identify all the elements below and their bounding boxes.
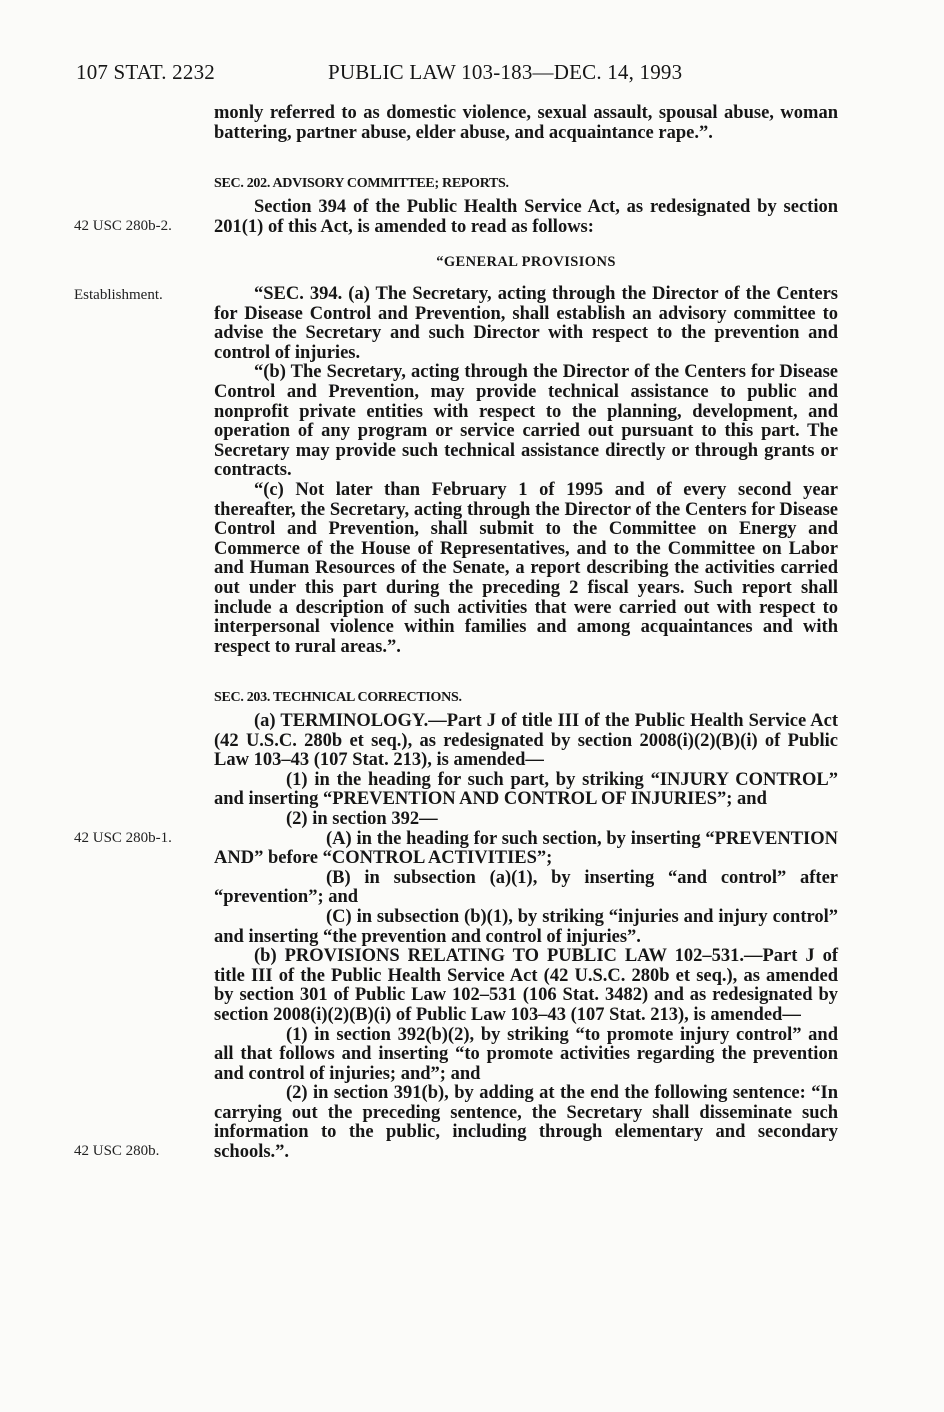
section-394-b: “(b) The Secretary, acting through the Director of the Centers for Disease Control and Prevention, may provide technical assistance to public and nonprofit private entities with respect to the planning, development, and operation of any program or service carried out pursuant to this part. The Secretary may provide such technical assistance directly or through grants or contracts. bbox=[214, 362, 838, 481]
subsection-b-1: (1) in section 392(b)(2), by striking “to promote injury control” and all that follows and inserting “to promote activities regarding the prevention and control of injuries; and”; and bbox=[214, 1024, 838, 1084]
margin-note-establishment: Establishment. bbox=[74, 287, 163, 303]
margin-note-usc-280b-2: 42 USC 280b-2. bbox=[74, 218, 172, 234]
statute-page-ref: 107 STAT. 2232 bbox=[76, 60, 215, 84]
section-394-a: “SEC. 394. (a) The Secretary, acting through the Director of the Centers for Disease Control and Prevention, shall establish an advisory committee to advise the Secretary and such Director with respect to the prevention and control of injuries. bbox=[214, 284, 838, 363]
section-394-body bbox=[214, 285, 838, 657]
subsection-a-2: (2) in section 392— bbox=[286, 808, 438, 829]
section-394-c: “(c) Not later than February 1 of 1995 and of every second year thereafter, the Secretary, acting through the Director of the Centers for Disease Control and Prevention, shall submit to the Committee on Energy and Commerce of the House of Representatives, and to the Committee on Labor and Human Resources of the Senate, a report describing the activities carried out under this part during the preceding 2 fiscal years. Such report shall include a description of such activities that were carried out with respect to interpersonal violence within families and among acquaintances and with respect to rural areas.”. bbox=[214, 479, 838, 657]
section-202-text: Section 394 of the Public Health Service Act, as redesignated by section 201(1) of this Act, is amended to read as follows: bbox=[214, 197, 838, 237]
subsection-a-2-A: (A) in the heading for such section, by inserting “PREVENTION AND” before “CONTROL ACTIVITIES”; bbox=[214, 828, 838, 869]
subsection-b: (b) PROVISIONS RELATING TO PUBLIC LAW 102–531.—Part J of title III of the Public Health Service Act (42 U.S.C. 280b et seq.), as amended by section 301 of Public Law 102–531 (106 Stat. 3482) and as redesignated by section 2008(i)(2)(B)(i) of Public Law 103–43 (107 Stat. 213), is amended— bbox=[214, 946, 838, 1025]
subsection-a-1: (1) in the heading for such part, by striking “INJURY CONTROL” and inserting “PREVENTION AND CONTROL OF INJURIES”; and bbox=[214, 769, 838, 810]
general-provisions-heading: “GENERAL PROVISIONS bbox=[436, 254, 616, 270]
margin-note-usc-280b-1: 42 USC 280b-1. bbox=[74, 830, 172, 846]
margin-note-usc-280b: 42 USC 280b. bbox=[74, 1143, 160, 1159]
subsection-a: (a) TERMINOLOGY.—Part J of title III of the Public Health Service Act (42 U.S.C. 280b et seq.), as redesignated by section 2008(i)(2)(B)(i) of Public Law 103–43 (107 Stat. 213), is amended— bbox=[214, 711, 838, 771]
section-203-body bbox=[214, 712, 838, 1163]
section-203-heading: SEC. 203. TECHNICAL CORRECTIONS. bbox=[214, 690, 462, 705]
public-law-title: PUBLIC LAW 103-183—DEC. 14, 1993 bbox=[328, 60, 683, 84]
subsection-a-2-B: (B) in subsection (a)(1), by inserting “and control” after “prevention”; and bbox=[214, 867, 838, 908]
subsection-b-2: (2) in section 391(b), by adding at the end the following sentence: “In carrying out the preceding sentence, the Secretary shall disseminate such information to the public, including through elementary and secondary schools.”. bbox=[214, 1083, 838, 1163]
section-202-heading: SEC. 202. ADVISORY COMMITTEE; REPORTS. bbox=[214, 176, 509, 191]
paragraph-intro: monly referred to as domestic violence, sexual assault, spousal abuse, woman battering, partner abuse, elder abuse, and acquaintance rape.”. bbox=[214, 103, 838, 143]
subsection-a-2-C: (C) in subsection (b)(1), by striking “injuries and injury control” and inserting “the prevention and control of injuries”. bbox=[214, 906, 838, 947]
